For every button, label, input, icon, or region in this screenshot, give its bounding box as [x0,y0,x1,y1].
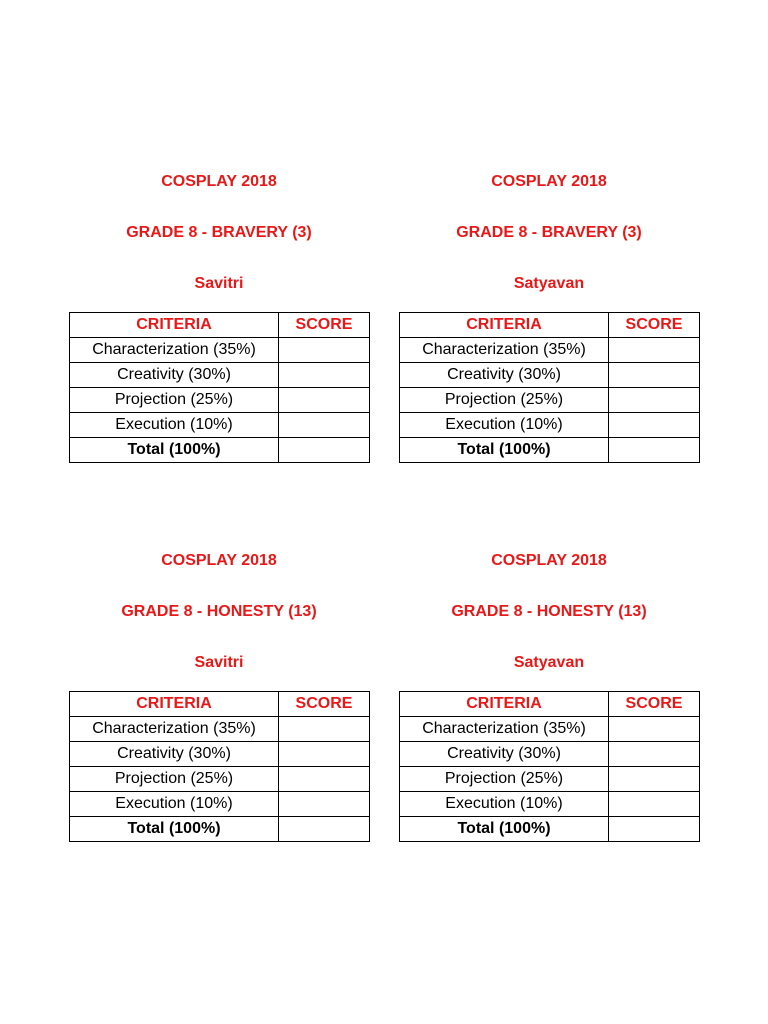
criteria-cell: Projection (25%) [400,767,609,792]
score-table [69,312,370,463]
table-header-row [70,692,370,717]
total-row [70,438,370,463]
criteria-cell: Total (100%) [70,438,279,463]
criteria-cell: Total (100%) [400,817,609,842]
score-header: SCORE [609,313,700,338]
table-row [400,363,700,388]
table-row [70,388,370,413]
grade-title: GRADE 8 - HONESTY (13) [451,603,647,620]
student-name: Savitri [194,275,244,292]
table-row [400,413,700,438]
criteria-header: CRITERIA [400,692,609,717]
table-row [400,792,700,817]
score-cell[interactable] [279,438,370,463]
table-row [400,767,700,792]
score-cell[interactable] [279,338,370,363]
criteria-cell: Execution (10%) [400,413,609,438]
grade-title: GRADE 8 - BRAVERY (3) [126,224,312,241]
score-header: SCORE [279,313,370,338]
student-name: Satyavan [513,275,585,292]
table-row [400,717,700,742]
criteria-cell: Characterization (35%) [400,338,609,363]
criteria-cell: Characterization (35%) [400,717,609,742]
score-cell[interactable] [279,717,370,742]
criteria-header: CRITERIA [70,313,279,338]
criteria-header: CRITERIA [400,313,609,338]
total-row [70,817,370,842]
table-header-row [70,313,370,338]
score-cell[interactable] [279,817,370,842]
score-cell[interactable] [609,742,700,767]
table-row [70,767,370,792]
table-header-row [400,313,700,338]
student-name: Satyavan [513,654,585,671]
event-title: COSPLAY 2018 [491,173,607,190]
table-row [400,388,700,413]
criteria-cell: Total (100%) [400,438,609,463]
criteria-cell: Creativity (30%) [400,742,609,767]
event-title: COSPLAY 2018 [161,173,277,190]
score-cell[interactable] [609,717,700,742]
criteria-cell: Execution (10%) [70,413,279,438]
score-header: SCORE [279,692,370,717]
score-cell[interactable] [609,413,700,438]
score-cell[interactable] [279,742,370,767]
table-header-row [400,692,700,717]
score-cell[interactable] [609,338,700,363]
criteria-cell: Creativity (30%) [70,363,279,388]
grade-title: GRADE 8 - BRAVERY (3) [456,224,642,241]
criteria-cell: Projection (25%) [70,388,279,413]
score-cell[interactable] [609,767,700,792]
score-cell[interactable] [609,363,700,388]
score-table [69,691,370,842]
table-row [70,742,370,767]
student-name: Savitri [194,654,244,671]
score-cell[interactable] [279,388,370,413]
criteria-cell: Creativity (30%) [400,363,609,388]
grade-title: GRADE 8 - HONESTY (13) [121,603,317,620]
event-title: COSPLAY 2018 [161,552,277,569]
criteria-cell: Execution (10%) [400,792,609,817]
table-row [70,363,370,388]
event-title: COSPLAY 2018 [491,552,607,569]
table-row [70,338,370,363]
criteria-cell: Execution (10%) [70,792,279,817]
score-cell[interactable] [279,792,370,817]
table-row [400,338,700,363]
total-row [400,817,700,842]
score-table [399,691,700,842]
criteria-cell: Characterization (35%) [70,338,279,363]
score-cell[interactable] [609,438,700,463]
table-row [70,717,370,742]
table-row [70,413,370,438]
score-cell[interactable] [279,363,370,388]
criteria-cell: Characterization (35%) [70,717,279,742]
score-cell[interactable] [279,767,370,792]
criteria-cell: Projection (25%) [400,388,609,413]
score-table [399,312,700,463]
total-row [400,438,700,463]
score-cell[interactable] [609,388,700,413]
score-cell[interactable] [609,792,700,817]
criteria-header: CRITERIA [70,692,279,717]
criteria-cell: Total (100%) [70,817,279,842]
criteria-cell: Projection (25%) [70,767,279,792]
table-row [400,742,700,767]
score-cell[interactable] [609,817,700,842]
criteria-cell: Creativity (30%) [70,742,279,767]
score-cell[interactable] [279,413,370,438]
score-header: SCORE [609,692,700,717]
table-row [70,792,370,817]
